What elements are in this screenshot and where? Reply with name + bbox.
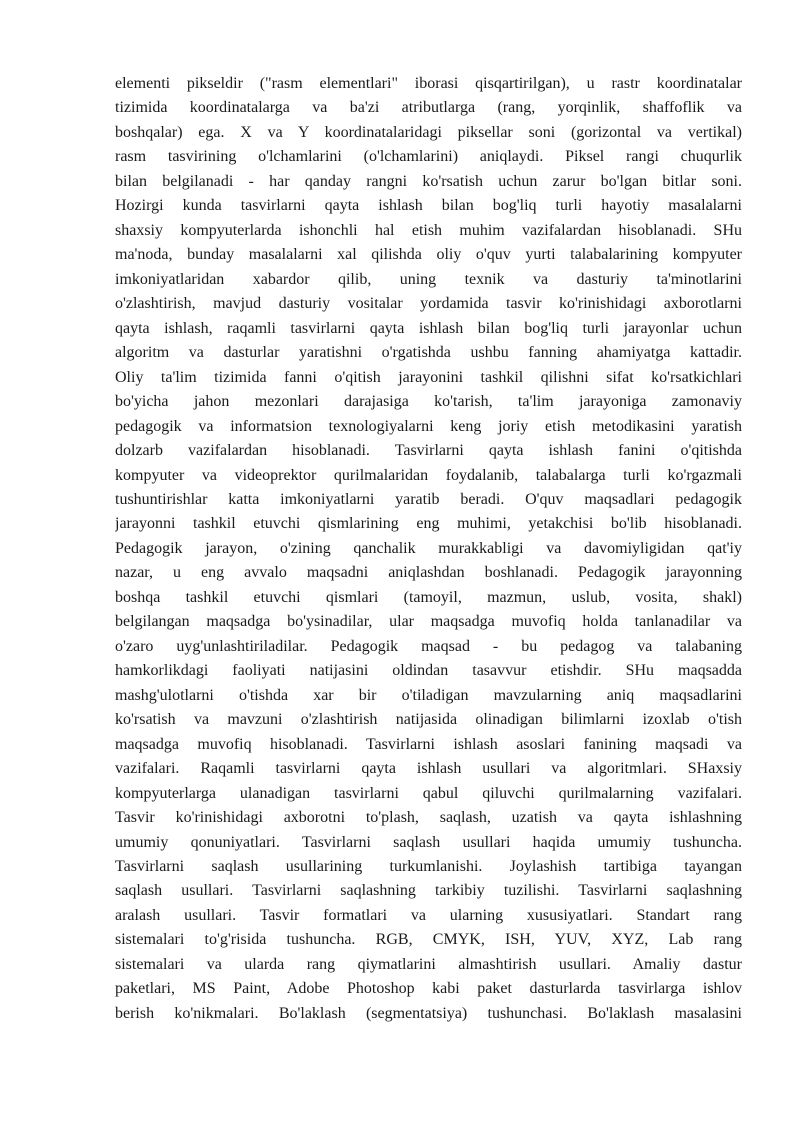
text-line: shaxsiy kompyuterlarda ishonchli hal etish muhim vazifalardan hisoblanadi. SHu xyxy=(115,221,742,239)
text-line: tizimida koordinatalarga va ba'zi atributlarga (rang, yorqinlik, shaffoflik va xyxy=(115,99,742,117)
text-line: sistemalari to'g'risida tushuncha. RGB, CMYK, ISH, YUV, XYZ, Lab rang xyxy=(115,931,742,949)
text-line: Tasvirlarni saqlash usullarining turkumlanishi. Joylashish tartibiga tayangan xyxy=(115,858,742,875)
text-line: Tasvir ko'rinishidagi axborotni to'plash, saqlash, uzatish va qayta ishlashning xyxy=(115,809,742,827)
text-line: imkoniyatlaridan xabardor qilib, uning texnik va dasturiy ta'minotlarini xyxy=(115,270,742,288)
text-line: berish ko'nikmalari. Bo'laklash (segmentatsiya) tushunchasi. Bo'laklash masalasini xyxy=(115,1004,742,1022)
text-line: pedagogik va informatsion texnologiyalarni keng joriy etish metodikasini yaratish xyxy=(115,417,742,435)
text-line: rasm tasvirining o'lchamlarini (o'lchamlarini) aniqlaydi. Piksel rangi chuqurlik xyxy=(115,148,742,166)
text-line: paketlari, MS Paint, Adobe Photoshop kabi paket dasturlarda tasvirlarga ishlov xyxy=(115,980,742,998)
text-line: o'zlashtirish, mavjud dasturiy vositalar yordamida tasvir ko'rinishidagi axborotlarni xyxy=(115,295,742,313)
text-line: bilan belgilanadi - har qanday rangni ko'rsatish uchun zarur bo'lgan bitlar soni. xyxy=(115,172,742,190)
text-line: hamkorlikdagi faoliyati natijasini oldindan tasavvur etishdir. SHu maqsadda xyxy=(115,662,742,680)
text-line: Hozirgi kunda tasvirlarni qayta ishlash bilan bog'liq turli hayotiy masalalarni xyxy=(115,197,742,215)
text-line: o'zaro uyg'unlashtiriladilar. Pedagogik maqsad - bu pedagog va talabaning xyxy=(115,637,742,655)
text-line: qayta ishlash, raqamli tasvirlarni qayta ishlash bilan bog'liq turli jarayonlar uchun xyxy=(115,319,742,337)
text-line: dolzarb vazifalardan hisoblanadi. Tasvirlarni qayta ishlash fanini o'qitishda xyxy=(115,442,742,460)
text-line: bo'yicha jahon mezonlari darajasiga ko'tarish, ta'lim jarayoniga zamonaviy xyxy=(115,393,742,411)
text-line: elementi pikseldir ("rasm elementlari" iborasi qisqartirilgan), u rastr koordinatalar xyxy=(115,75,742,92)
text-line: algoritm va dasturlar yaratishni o'rgatishda ushbu fanning ahamiyatga kattadir. xyxy=(115,344,742,362)
text-line: Oliy ta'lim tizimida fanni o'qitish jarayonini tashkil qilishni sifat ko'rsatkichlari xyxy=(115,368,742,386)
text-line: boshqalar) ega. X va Y koordinatalaridagi piksellar soni (gorizontal va vertikal) xyxy=(115,123,742,141)
text-line: jarayonni tashkil etuvchi qismlarining eng muhimi, yetakchisi bo'lib hisoblanadi. xyxy=(115,515,742,533)
text-line: maqsadga muvofiq hisoblanadi. Tasvirlarni ishlash asoslari fanining maqsadi va xyxy=(115,735,742,753)
text-line: vazifalari. Raqamli tasvirlarni qayta ishlash usullari va algoritmlari. SHaxsiy xyxy=(115,760,742,778)
text-line: ko'rsatish va mavzuni o'zlashtirish natijasida olinadigan bilimlarni izoxlab o'tish xyxy=(115,711,742,729)
text-line: aralash usullari. Tasvir formatlari va ularning xususiyatlari. Standart rang xyxy=(115,906,742,924)
text-line: umumiy qonuniyatlari. Tasvirlarni saqlash usullari haqida umumiy tushuncha. xyxy=(115,833,742,851)
text-line: tushuntirishlar katta imkoniyatlarni yaratib beradi. O'quv maqsadlari pedagogik xyxy=(115,490,742,508)
text-line: kompyuter va videoprektor qurilmalaridan foydalanib, talabalarga turli ko'rgazmali xyxy=(115,466,742,484)
text-line: kompyuterlarga ulanadigan tasvirlarni qabul qiluvchi qurilmalarning vazifalari. xyxy=(115,784,742,802)
text-line: ma'noda, bunday masalalarni xal qilishda oliy o'quv yurti talabalarining kompyuter xyxy=(115,246,742,264)
text-line: nazar, u eng avvalo maqsadni aniqlashdan boshlanadi. Pedagogik jarayonning xyxy=(115,564,742,582)
text-line: belgilangan maqsadga bo'ysinadilar, ular maqsadga muvofiq holda tanlanadilar va xyxy=(115,613,742,631)
text-line: boshqa tashkil etuvchi qismlari (tamoyil, mazmun, uslub, vosita, shakl) xyxy=(115,588,742,606)
text-line: Pedagogik jarayon, o'zining qanchalik murakkabligi va davomiyligidan qat'iy xyxy=(115,539,742,557)
text-line: sistemalari va ularda rang qiymatlarini almashtirish usullari. Amaliy dastur xyxy=(115,955,742,973)
text-line: saqlash usullari. Tasvirlarni saqlashning tarkibiy tuzilishi. Tasvirlarni saqlashning xyxy=(115,882,742,900)
body-text xyxy=(115,72,742,1026)
text-line: mashg'ulotlarni o'tishda xar bir o'tiladigan mavzularning aniq maqsadlarini xyxy=(115,686,742,704)
